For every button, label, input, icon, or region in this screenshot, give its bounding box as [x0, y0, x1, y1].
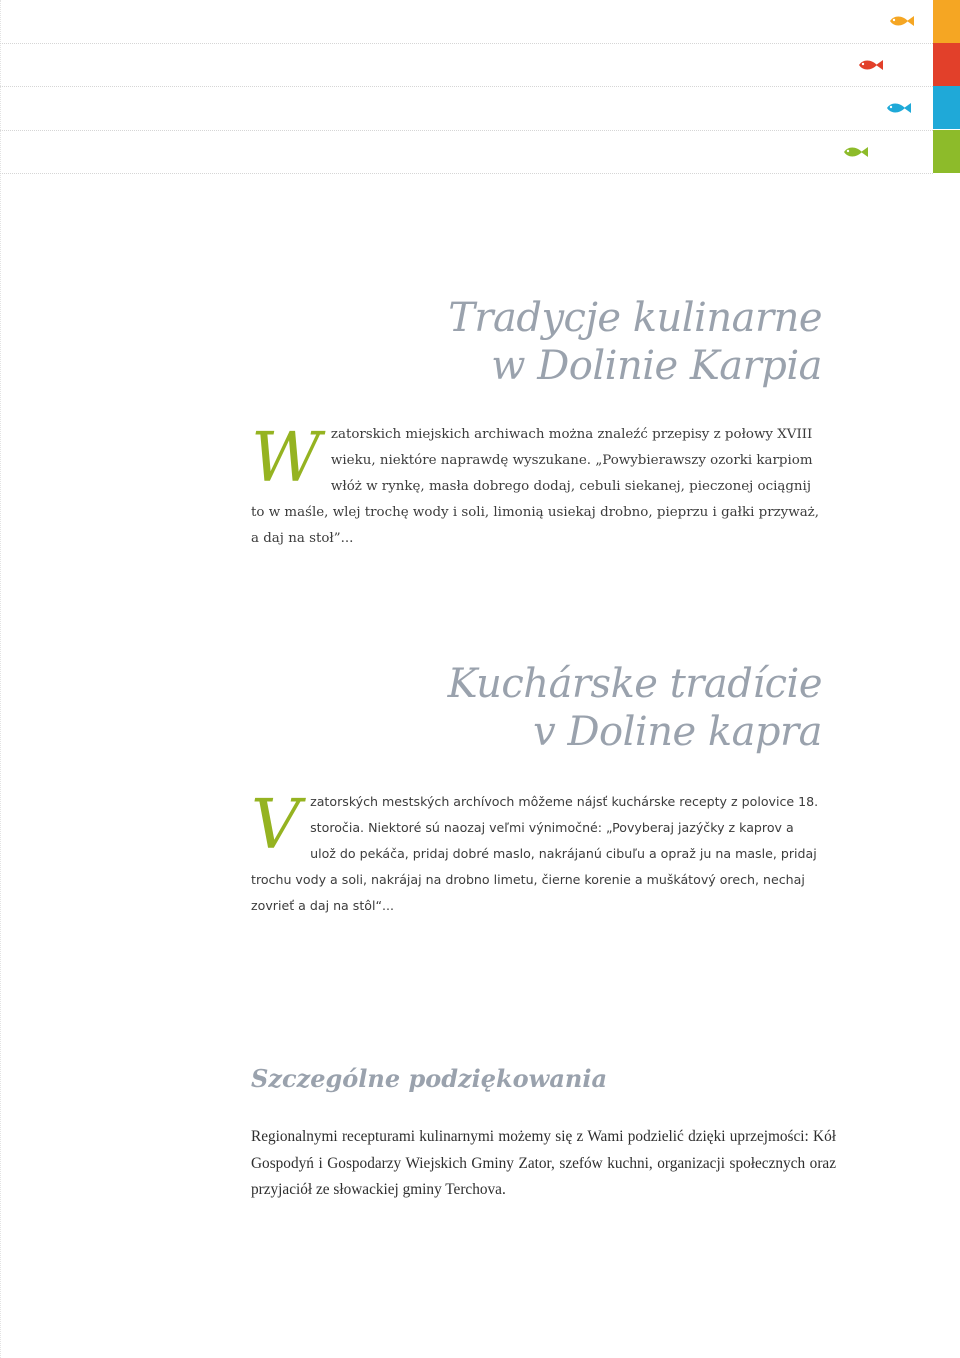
fish-icon-green [843, 145, 869, 159]
divider-line [0, 130, 933, 131]
slovak-title [448, 660, 822, 756]
color-tab-green [933, 130, 960, 173]
slovak-title-line1: Kuchárske tradície [447, 661, 822, 707]
thanks-body: Regionalnymi recepturami kulinarnymi możemy się z Wami podzielić dzięki uprzejmości: Kół Gospodyń i Gospodarzy Wiejskich Gminy Zator, szefów kuchni, organizacji społecznych oraz przyjaciół ze słowackiej gminy Terchova. [251, 1128, 836, 1198]
slovak-paragraph [251, 786, 823, 919]
divider-line [0, 86, 933, 87]
color-tab-red [933, 43, 960, 86]
slovak-title-line2: v Doline kapra [533, 709, 822, 755]
left-dotted-border [0, 0, 1, 1358]
polish-title [448, 294, 822, 390]
polish-dropcap: W [251, 419, 321, 498]
polish-paragraph [251, 419, 823, 552]
fish-icon-blue [886, 101, 912, 115]
color-tab-orange [933, 0, 960, 43]
polish-title-line1: Tradycje kulinarne [448, 295, 822, 341]
polish-title-line2: w Dolinie Karpia [491, 343, 822, 389]
fish-icon-red [858, 58, 884, 72]
slovak-body: zatorských mestských archívoch môžeme nájsť kuchárske recepty z polovice 18. storočia. Niektoré sú naozaj veľmi výnimočné: „Povyberaj jazýčky z kaprov a ulož do pekáča, pridaj dobré maslo, nakrájanú cibuľu a opraž ju na masle, pridaj trochu vody a soli, nakrájaj na drobno limetu, čierne korenie a muškátový orech, nechaj zovrieť a daj na stôl“... [251, 794, 819, 913]
thanks-title: Szczególne podziękowania [251, 1064, 608, 1093]
divider-line [0, 43, 933, 44]
fish-icon-orange [889, 14, 915, 28]
divider-line [0, 173, 933, 174]
color-tab-blue [933, 86, 960, 129]
slovak-dropcap: V [251, 786, 301, 865]
polish-body: zatorskich miejskich archiwach można znaleźć przepisy z połowy XVIII wieku, niektóre naprawdę wyszukane. „Powybierawszy ozorki karpiom włóż w rynkę, masła dobrego dodaj, cebuli siekanej, pieczonej ociągnij to w maśle, wlej trochę wody i soli, limonią usiekaj drobno, pieprzu i gałki przyważ, a daj na stoł”... [251, 427, 819, 546]
